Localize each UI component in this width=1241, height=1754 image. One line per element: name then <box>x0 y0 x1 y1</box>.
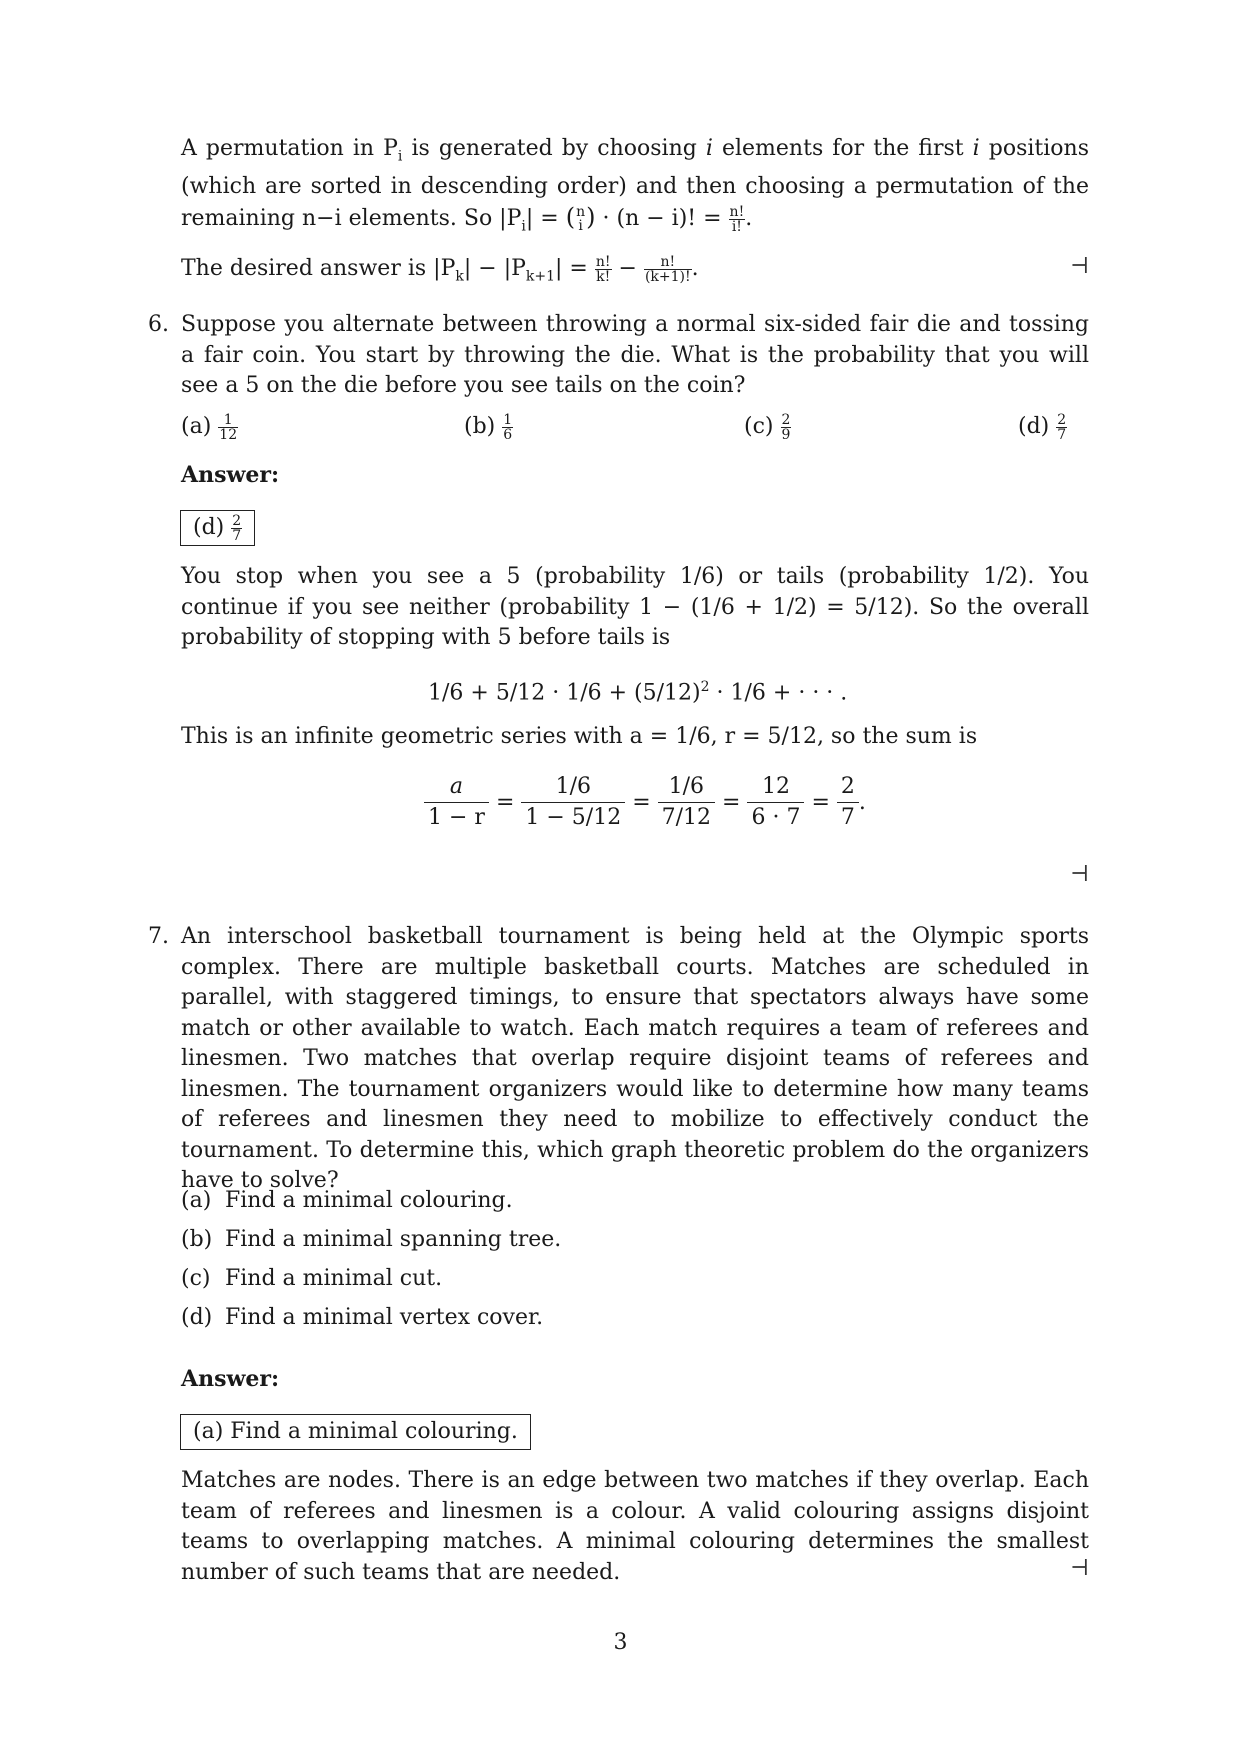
intro-var: i <box>972 136 980 161</box>
fraction: $\frac{2}{7}$ <box>837 772 859 833</box>
answer-heading: Answer: <box>181 1366 280 1392</box>
intro-sub: i <box>397 148 403 165</box>
desired-sub: k <box>455 268 464 285</box>
q6-sum-equation: $\frac{a}{1 - r}$ = $\frac{1/6}{1 - 5/12}$ = $\frac{1/6}{7/12}$ = $\frac{12}{6 \cdot 7}$ = $\frac{2}{7}$ . <box>424 772 866 833</box>
end-of-proof-mark: ⊣ <box>1070 1556 1089 1581</box>
q6-option-d: (d) $\frac{2}{7}$ <box>1018 411 1067 443</box>
desired-text: | − |P <box>463 256 526 281</box>
fraction: $\frac{n!}{(k+1)!}$ <box>644 253 691 285</box>
q7-option-b: (b) Find a minimal spanning tree. <box>181 1227 562 1252</box>
answer-heading: Answer: <box>181 462 280 488</box>
intro-var: i <box>705 136 713 161</box>
end-of-proof-mark: ⊣ <box>1070 862 1089 887</box>
q7-option-c: (c) Find a minimal cut. <box>181 1266 443 1291</box>
fraction: $\frac{2}{7}$ <box>232 512 242 544</box>
question-number: 7. <box>148 924 169 949</box>
q6-series-text: This is an infinite geometric series with a = 1/6, r = 5/12, so the sum is <box>181 724 978 749</box>
q6-explanation: You stop when you see a 5 (probability 1/6) or tails (probability 1/2). You continue if you see neither (probability 1 − (1/6 + 1/2) = 5/12). So the overall probability of stopping with 5 before tails is <box>181 564 1089 650</box>
page-number: 3 <box>613 1630 628 1655</box>
fraction: $\frac{n!}{k!}$ <box>595 253 611 285</box>
desired-text: . <box>691 256 699 281</box>
fraction: $\frac{a}{1 - r}$ <box>424 772 489 833</box>
question-number: 6. <box>148 312 169 337</box>
desired-text: The desired answer is |P <box>181 256 456 281</box>
q6-answer-box <box>180 510 255 546</box>
question-7-text: An interschool basketball tournament is being held at the Olympic sports complex. There are multiple basketball courts. Matches are scheduled in parallel, with staggered timings, to ensure that spectators always have some match or other available to watch. Each match requires a team of referees and linesmen. Two matches that overlap require disjoint teams of referees and linesmen. The tournament organizers would like to determine how many teams of referees and linesmen they need to mobilize to effectively conduct the tournament. To determine this, which graph theoretic problem do the organizers have to solve? <box>181 924 1089 1193</box>
q7-explanation: Matches are nodes. There is an edge between two matches if they overlap. Each team of referees and linesmen is a colour. A valid colouring assigns disjoint teams to overlapping matches. A minimal colouring determines the smallest number of such teams that are needed. <box>181 1468 1089 1585</box>
fraction: $\frac{1/6}{1 - 5/12}$ <box>521 772 625 833</box>
intro-text: | = <box>525 206 566 232</box>
binomial: n i <box>576 204 586 235</box>
desired-sub: k+1 <box>525 268 556 285</box>
intro-text: · (n − i)! = <box>595 206 729 232</box>
q7-option-d: (d) Find a minimal vertex cover. <box>181 1305 544 1330</box>
end-of-proof-mark: ⊣ <box>1070 254 1089 279</box>
intro-text: . <box>745 206 753 232</box>
q6-series: $1/6 + 5/12 \cdot 1/6 + (5/12)^2 \cdot 1/6$ + · · · . <box>428 679 848 706</box>
q6-option-b: (b) $\frac{1}{6}$ <box>464 411 513 443</box>
question-6-text: Suppose you alternate between throwing a normal six-sided fair die and tossing a fair coin. You start by throwing the die. What is the probability that you will see a 5 on the die before you see tails on the coin? <box>181 312 1089 398</box>
desired-text: | = <box>555 256 595 281</box>
fraction: $\frac{1}{12}$ <box>219 411 238 443</box>
q7-answer-box <box>180 1414 531 1450</box>
q6-option-c: (c) $\frac{2}{9}$ <box>744 411 791 443</box>
fraction: $\frac{1/6}{7/12}$ <box>658 772 715 833</box>
q6-option-a: (a) $\frac{1}{12}$ <box>181 411 238 443</box>
fraction: $\frac{2}{7}$ <box>1057 411 1067 443</box>
intro-paragraph: A permutation in $P_i$ is generated by choosing i elements for the first i positions (which are sorted in descending order) and then choosing a permutation of the remaining n−i elements. So $|P_i|$ = ( n i ) · (n − i)! = $\frac{n!}{i!}$ . <box>181 136 1089 235</box>
intro-text: is generated by choosing <box>402 136 706 161</box>
fraction: $\frac{1}{6}$ <box>503 411 513 443</box>
intro-sub: i <box>521 218 526 235</box>
fraction: $\frac{n!}{i!}$ <box>729 203 745 235</box>
intro-text: elements for the first <box>712 136 973 161</box>
answer-box: (a) Find a minimal colouring. <box>180 1414 531 1450</box>
fraction: $\frac{2}{9}$ <box>781 411 791 443</box>
desired-text: − <box>611 256 644 281</box>
q7-option-a: (a) Find a minimal colouring. <box>181 1188 513 1213</box>
intro-text: A permutation in P <box>181 136 398 161</box>
fraction: $\frac{12}{6 \cdot 7}$ <box>747 772 804 833</box>
answer-box: (d) $\frac{2}{7}$ <box>180 510 255 546</box>
desired-answer-line <box>181 254 699 292</box>
intro-text: positions (which are sorted in descending order) and then choosing a permutation of the remaining n−i elements. So |P <box>181 136 1089 232</box>
